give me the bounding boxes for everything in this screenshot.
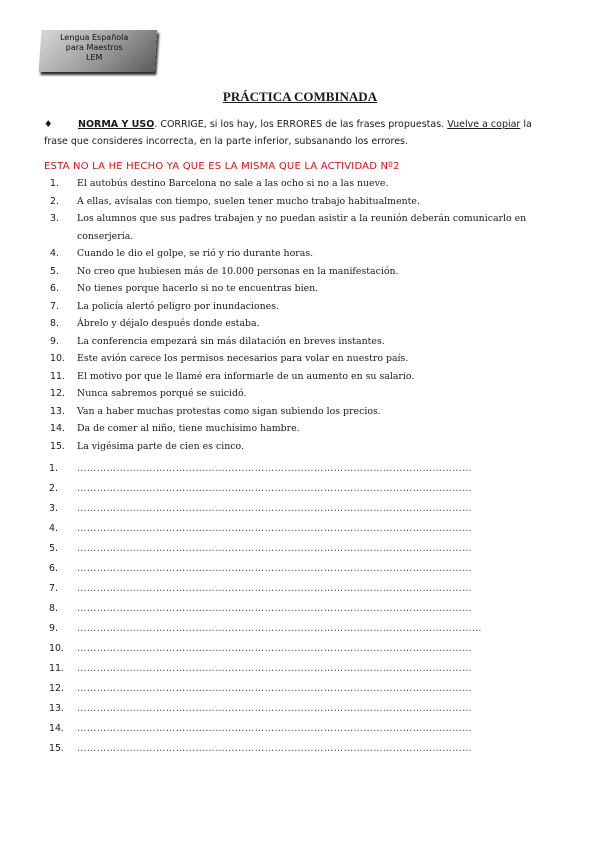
sentence-item xyxy=(44,263,564,281)
sentence-number: 15. xyxy=(50,440,65,452)
sentence-item xyxy=(44,175,564,193)
logo-line-1: Lengua Española xyxy=(60,33,129,42)
page-title: PRÁCTICA COMBINADA xyxy=(222,89,378,104)
answer-number: 15. xyxy=(49,743,64,754)
answer-number: 5. xyxy=(49,543,58,554)
answer-dotted-line[interactable]: ………………………………………………………………………………………………………… xyxy=(77,743,472,754)
answer-dotted-line[interactable]: ………………………………………………………………………………………………………… xyxy=(77,483,472,494)
answer-dotted-line[interactable]: ………………………………………………………………………………………………………… xyxy=(77,583,472,594)
sentence-text: Este avión carece los permisos necesarios para volar en nuestro país. xyxy=(77,353,409,364)
bullet-icon: ♦ xyxy=(44,119,53,130)
answer-line[interactable] xyxy=(44,619,564,639)
sentence-number: 4. xyxy=(50,248,59,259)
answer-dotted-line[interactable]: ………………………………………………………………………………………………………… xyxy=(77,603,472,614)
answer-number: 11. xyxy=(49,663,64,674)
sentence-text: Cuando le dio el golpe, se rió y rio durante horas. xyxy=(77,248,314,259)
answer-dotted-line[interactable]: ………………………………………………………………………………………………………… xyxy=(77,543,472,554)
answer-lines xyxy=(44,459,564,759)
answer-line[interactable] xyxy=(44,659,564,679)
answer-number: 6. xyxy=(49,563,58,574)
sentence-number: 5. xyxy=(50,265,59,277)
instructions xyxy=(44,116,556,150)
answer-line[interactable] xyxy=(44,679,564,699)
sentence-number: 10. xyxy=(50,353,65,364)
sentence-number: 2. xyxy=(50,195,59,207)
answer-dotted-line[interactable]: ………………………………………………………………………………………………………… xyxy=(77,643,472,654)
answer-number: 3. xyxy=(49,503,58,514)
sentence-item xyxy=(44,315,564,333)
sentence-number: 11. xyxy=(50,370,65,382)
answer-dotted-line[interactable]: ………………………………………………………………………………………………………… xyxy=(77,563,472,574)
sentence-number: 8. xyxy=(50,318,59,329)
answer-line[interactable] xyxy=(44,599,564,619)
answer-dotted-line[interactable]: ………………………………………………………………………………………………………… xyxy=(77,703,472,714)
answer-dotted-line[interactable]: ………………………………………………………………………………………………………… xyxy=(77,723,472,734)
answer-line[interactable] xyxy=(44,519,564,539)
answer-line[interactable] xyxy=(44,739,564,759)
answer-number: 9. xyxy=(49,623,58,634)
sentence-text: Van a haber muchas protestas como sigan subiendo los precios. xyxy=(77,405,381,417)
answer-number: 14. xyxy=(49,723,64,734)
answer-dotted-line[interactable]: …………………………………………………………………………………………………………… xyxy=(77,623,482,634)
logo-text xyxy=(50,33,138,63)
answer-line[interactable] xyxy=(44,639,564,659)
sentence-text: Los alumnos que sus padres trabajen y no puedan asistir a la reunión deberán comunicarlo en conserjería. xyxy=(77,213,527,242)
answer-number: 12. xyxy=(49,683,64,694)
red-note: ESTA NO LA HE HECHO YA QUE ES LA MISMA QUE LA ACTIVIDAD Nº2 xyxy=(44,161,400,172)
sentence-text: El autobús destino Barcelona no sale a las ocho si no a las nueve. xyxy=(77,178,389,189)
sentence-item xyxy=(44,210,564,245)
answer-dotted-line[interactable]: ………………………………………………………………………………………………………… xyxy=(77,523,472,534)
answer-number: 4. xyxy=(49,523,58,534)
sentence-item xyxy=(44,193,564,211)
answer-line[interactable] xyxy=(44,459,564,479)
sentence-item xyxy=(44,403,564,421)
sentence-text: La policía alertó peligro por inundaciones. xyxy=(77,300,279,312)
sentence-item xyxy=(44,385,564,403)
answer-line[interactable] xyxy=(44,559,564,579)
sentence-text: No creo que hubiesen más de 10.000 personas en la manifestación. xyxy=(77,265,399,277)
sentence-number: 12. xyxy=(50,388,65,399)
sentence-text: Da de comer al niño, tiene muchísimo hambre. xyxy=(77,423,300,434)
sentence-item xyxy=(44,298,564,316)
sentence-item xyxy=(44,245,564,263)
sentence-text: Ábrelo y déjalo después donde estaba. xyxy=(77,318,260,329)
answer-line[interactable] xyxy=(44,479,564,499)
sentence-item xyxy=(44,350,564,368)
sentence-item xyxy=(44,280,564,298)
logo-line-2: para Maestros xyxy=(65,43,123,52)
sentence-number: 9. xyxy=(50,335,59,347)
answer-line[interactable] xyxy=(44,699,564,719)
answer-number: 13. xyxy=(49,703,64,714)
sentence-number: 1. xyxy=(50,178,59,189)
answer-number: 10. xyxy=(49,643,64,654)
sentence-number: 6. xyxy=(50,283,59,294)
answer-dotted-line[interactable]: ………………………………………………………………………………………………………… xyxy=(77,683,472,694)
instructions-bold: NORMA Y USO xyxy=(78,119,155,130)
answer-line[interactable] xyxy=(44,579,564,599)
answer-number: 1. xyxy=(49,463,58,474)
sentence-text: Nunca sabremos porqué se suicidó. xyxy=(77,388,247,399)
sentence-item xyxy=(44,438,564,456)
answer-dotted-line[interactable]: ………………………………………………………………………………………………………… xyxy=(77,463,472,474)
sentence-list xyxy=(44,175,564,455)
sentence-text: A ellas, avísalas con tiempo, suelen tener mucho trabajo habitualmente. xyxy=(77,195,420,207)
sentence-number: 3. xyxy=(50,213,59,224)
sentence-number: 7. xyxy=(50,300,59,312)
answer-number: 7. xyxy=(49,583,58,594)
sentence-text: No tienes porque hacerlo si no te encuentras bien. xyxy=(77,283,319,294)
answer-dotted-line[interactable]: ………………………………………………………………………………………………………… xyxy=(77,663,472,674)
sentence-text: La conferencia empezará sin más dilatación en breves instantes. xyxy=(77,335,385,347)
answer-line[interactable] xyxy=(44,719,564,739)
answer-line[interactable] xyxy=(44,539,564,559)
answer-dotted-line[interactable]: ………………………………………………………………………………………………………… xyxy=(77,503,472,514)
instructions-underlined: Vuelve a copiar xyxy=(447,119,521,130)
sentence-item xyxy=(44,420,564,438)
sentence-number: 13. xyxy=(50,405,65,417)
answer-number: 2. xyxy=(49,483,58,494)
sentence-number: 14. xyxy=(50,423,65,434)
logo xyxy=(39,30,158,72)
sentence-text: La vigésima parte de cien es cinco. xyxy=(77,440,244,452)
answer-line[interactable] xyxy=(44,499,564,519)
answer-number: 8. xyxy=(49,603,58,614)
sentence-item xyxy=(44,368,564,386)
instructions-part-1: . CORRIGE, si los hay, los ERRORES de las frases propuestas. xyxy=(154,119,448,130)
instructions-part-2: la frase que consideres incorrecta, en la parte inferior, subsanando los errores. xyxy=(44,119,532,147)
sentence-text: El motivo por que le llamé era informarle de un aumento en su salario. xyxy=(77,370,415,382)
sentence-item xyxy=(44,333,564,351)
logo-line-3: LEM xyxy=(85,53,103,62)
